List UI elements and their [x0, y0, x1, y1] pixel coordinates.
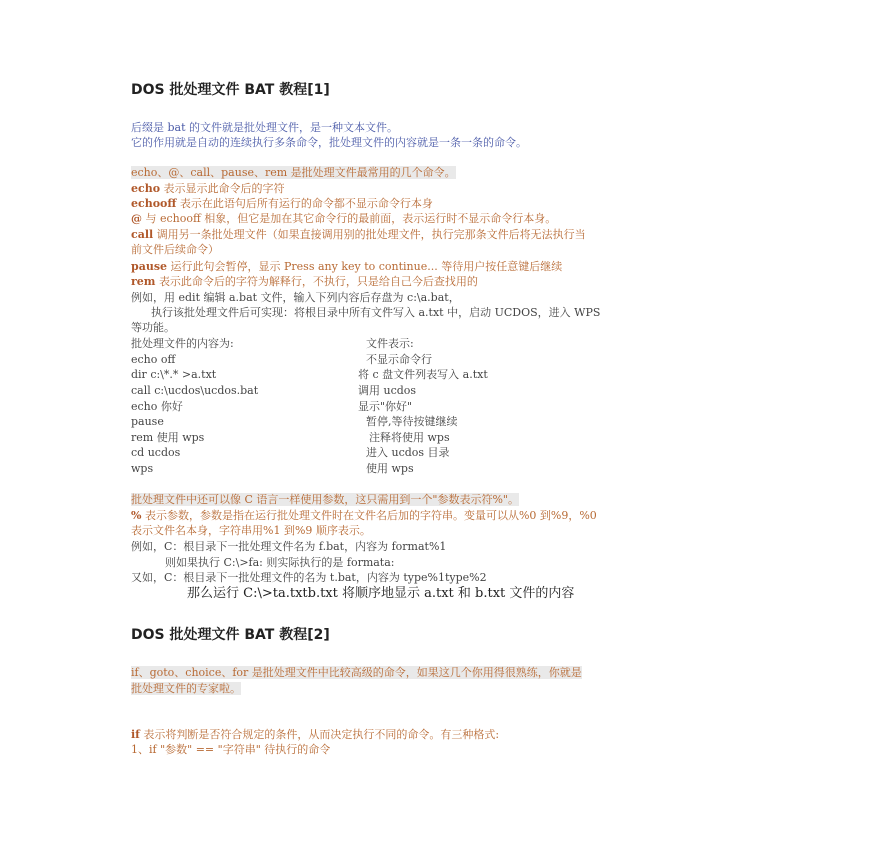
- row-description: 暂停,等待按键继续: [366, 415, 458, 428]
- example2-line-3: 又如，C：根目录下一批处理文件的名为 t.bat，内容为 type%1type%2: [131, 571, 487, 584]
- if-description: 表示将判断是否符合规定的条件，从而决定执行不同的命令。有三种格式:: [143, 728, 500, 741]
- section2-title: DOS 批处理文件 BAT 教程[2]: [131, 627, 330, 643]
- call-line: [131, 228, 586, 242]
- row-description: 不显示命令行: [366, 353, 432, 366]
- row-description: 进入 ucdos 目录: [366, 446, 450, 459]
- row-command: cd ucdos: [131, 446, 181, 459]
- row-description: 显示"你好": [358, 400, 413, 413]
- intro-line-1: 后缀是 bat 的文件就是批处理文件，是一种文本文件。: [131, 121, 399, 134]
- call-description: 调用另一条批处理文件（如果直接调用别的批处理文件，执行完那条文件后将无法执行当: [156, 228, 586, 241]
- advanced-header: [131, 666, 582, 680]
- pct-description: 表示参数，参数是指在运行批处理文件时在文件名后加的字符串。变量可以从%0 到%9，%0: [144, 509, 597, 522]
- row-command: pause: [131, 415, 164, 428]
- row-command: dir c:\*.* >a.txt: [131, 368, 217, 381]
- at-line: [131, 212, 556, 226]
- example-line-3: 等功能。: [131, 321, 175, 334]
- example2-line-2: 则如果执行 C:\>fa: 则实际执行的是 formata:: [165, 556, 395, 569]
- echo-description: 表示显示此命令后的字符: [163, 182, 285, 195]
- call-description-cont: 前文件后续命令）: [131, 243, 219, 256]
- example2-line-4: 那么运行 C:\>ta.txtb.txt 将顺序地显示 a.txt 和 b.txt 文件的内容: [187, 586, 575, 601]
- advanced-header-text: if、goto、choice、for 是批处理文件中比较高级的命令，如果这几个你用得很熟练，你就是: [131, 666, 582, 679]
- row-description: 将 c 盘文件列表写入 a.txt: [358, 368, 488, 381]
- advanced-header-cont-text: 批处理文件的专家啦。: [131, 682, 241, 695]
- at-keyword: @: [131, 212, 142, 225]
- pct-line: [131, 509, 597, 523]
- example-line-2: 执行该批处理文件后可实现：将根目录中所有文件写入 a.txt 中，启动 UCDOS，进入 WPS: [151, 306, 601, 319]
- section1-title: DOS 批处理文件 BAT 教程[1]: [131, 82, 330, 98]
- table-head-right: 文件表示:: [366, 337, 414, 350]
- pause-keyword: pause: [131, 260, 168, 273]
- row-command: echo 你好: [131, 400, 183, 413]
- row-command: rem 使用 wps: [131, 431, 205, 444]
- commands-header-text: echo、@、call、pause、rem 是批处理文件最常用的几个命令。: [131, 166, 456, 179]
- commands-header: [131, 166, 456, 180]
- advanced-header-cont: [131, 682, 241, 696]
- echooff-description: 表示在此语句后所有运行的命令都不显示命令行本身: [179, 197, 433, 210]
- row-description: 注释将使用 wps: [369, 431, 450, 444]
- echooff-keyword: echooff: [131, 197, 177, 210]
- row-description: 调用 ucdos: [358, 384, 417, 397]
- row-command: wps: [131, 462, 154, 475]
- pause-description: 运行此句会暂停，显示 Press any key to continue... 等待用户按任意键后继续: [170, 260, 563, 273]
- if-line: [131, 728, 499, 742]
- row-description: 使用 wps: [366, 462, 414, 475]
- intro-line-2: 它的作用就是自动的连续执行多条命令，批处理文件的内容就是一条一条的命令。: [131, 136, 527, 149]
- if-format-1: 1、if "参数" == "字符串" 待执行的命令: [131, 743, 331, 756]
- example-line-1: 例如，用 edit 编辑 a.bat 文件，输入下列内容后存盘为 c:\a.bat，: [131, 291, 460, 304]
- param-header-text: 批处理文件中还可以像 C 语言一样使用参数，这只需用到一个"参数表示符%"。: [131, 493, 519, 506]
- rem-keyword: rem: [131, 275, 156, 288]
- pct-description-cont: 表示文件名本身，字符串用%1 到%9 顺序表示。: [131, 524, 371, 537]
- echooff-line: [131, 197, 433, 211]
- row-command: call c:\ucdos\ucdos.bat: [131, 384, 259, 397]
- at-description: 与 echooff 相象，但它是加在其它命令行的最前面，表示运行时不显示命令行本身。: [145, 212, 557, 225]
- pause-line: [131, 260, 562, 274]
- rem-line: [131, 275, 478, 289]
- call-keyword: call: [131, 228, 154, 241]
- if-keyword: if: [131, 728, 140, 741]
- table-head-left: 批处理文件的内容为:: [131, 337, 234, 350]
- example2-line-1: 例如，C：根目录下一批处理文件名为 f.bat，内容为 format%1: [131, 540, 447, 553]
- rem-description: 表示此命令后的字符为解释行，不执行，只是给自己今后查找用的: [158, 275, 478, 288]
- echo-keyword: echo: [131, 182, 161, 195]
- echo-line: [131, 182, 285, 196]
- row-command: echo off: [131, 353, 176, 366]
- pct-keyword: %: [131, 509, 142, 522]
- param-header: [131, 493, 519, 507]
